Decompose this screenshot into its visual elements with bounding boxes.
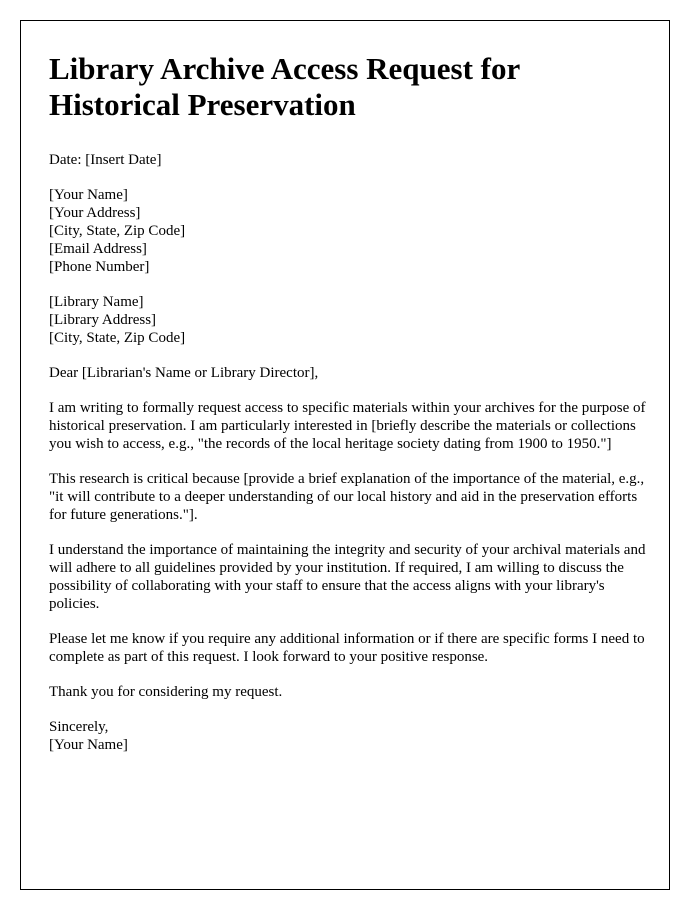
recipient-city-state-zip: [City, State, Zip Code] bbox=[49, 330, 186, 346]
letter-page bbox=[20, 20, 670, 890]
body-paragraph-followup: Please let me know if you require any additional information or if there are specific forms I need to complete as part of this request. I look forward to your positive response. bbox=[49, 631, 645, 665]
recipient-library-address: [Library Address] bbox=[49, 312, 157, 328]
date-line: Date: [Insert Date] bbox=[49, 152, 162, 168]
body-paragraph-thanks: Thank you for considering my request. bbox=[49, 684, 283, 700]
body-paragraph-guidelines: I understand the importance of maintaining the integrity and security of your archival materials and will adhere to all guidelines provided by your institution. If required, I am willing to discuss the possibility of collaborating with your staff to ensure that the access aligns with your library's policies. bbox=[49, 542, 646, 612]
recipient-address-block bbox=[49, 293, 649, 347]
recipient-library-name: [Library Name] bbox=[49, 294, 144, 310]
signature-name: [Your Name] bbox=[49, 737, 128, 753]
letter-title: Library Archive Access Request for Historical Preservation bbox=[49, 51, 520, 122]
closing-block bbox=[49, 718, 649, 754]
salutation: Dear [Librarian's Name or Library Director], bbox=[49, 365, 319, 381]
sender-address-block bbox=[49, 186, 649, 276]
closing: Sincerely, bbox=[49, 719, 109, 735]
sender-city-state-zip: [City, State, Zip Code] bbox=[49, 223, 186, 239]
sender-email: [Email Address] bbox=[49, 241, 147, 257]
body-paragraph-request: I am writing to formally request access to specific materials within your archives for the purpose of historical preservation. I am particularly interested in [briefly describe the materials or collections you wish to access, e.g., "the records of the local heritage society dating from 1900 to 1950."] bbox=[49, 400, 646, 452]
sender-name: [Your Name] bbox=[49, 187, 128, 203]
sender-phone: [Phone Number] bbox=[49, 259, 150, 275]
sender-address: [Your Address] bbox=[49, 205, 141, 221]
body-paragraph-importance: This research is critical because [provide a brief explanation of the importance of the material, e.g., "it will contribute to a deeper understanding of our local history and aid in the preservation efforts for future generations."]. bbox=[49, 471, 645, 523]
